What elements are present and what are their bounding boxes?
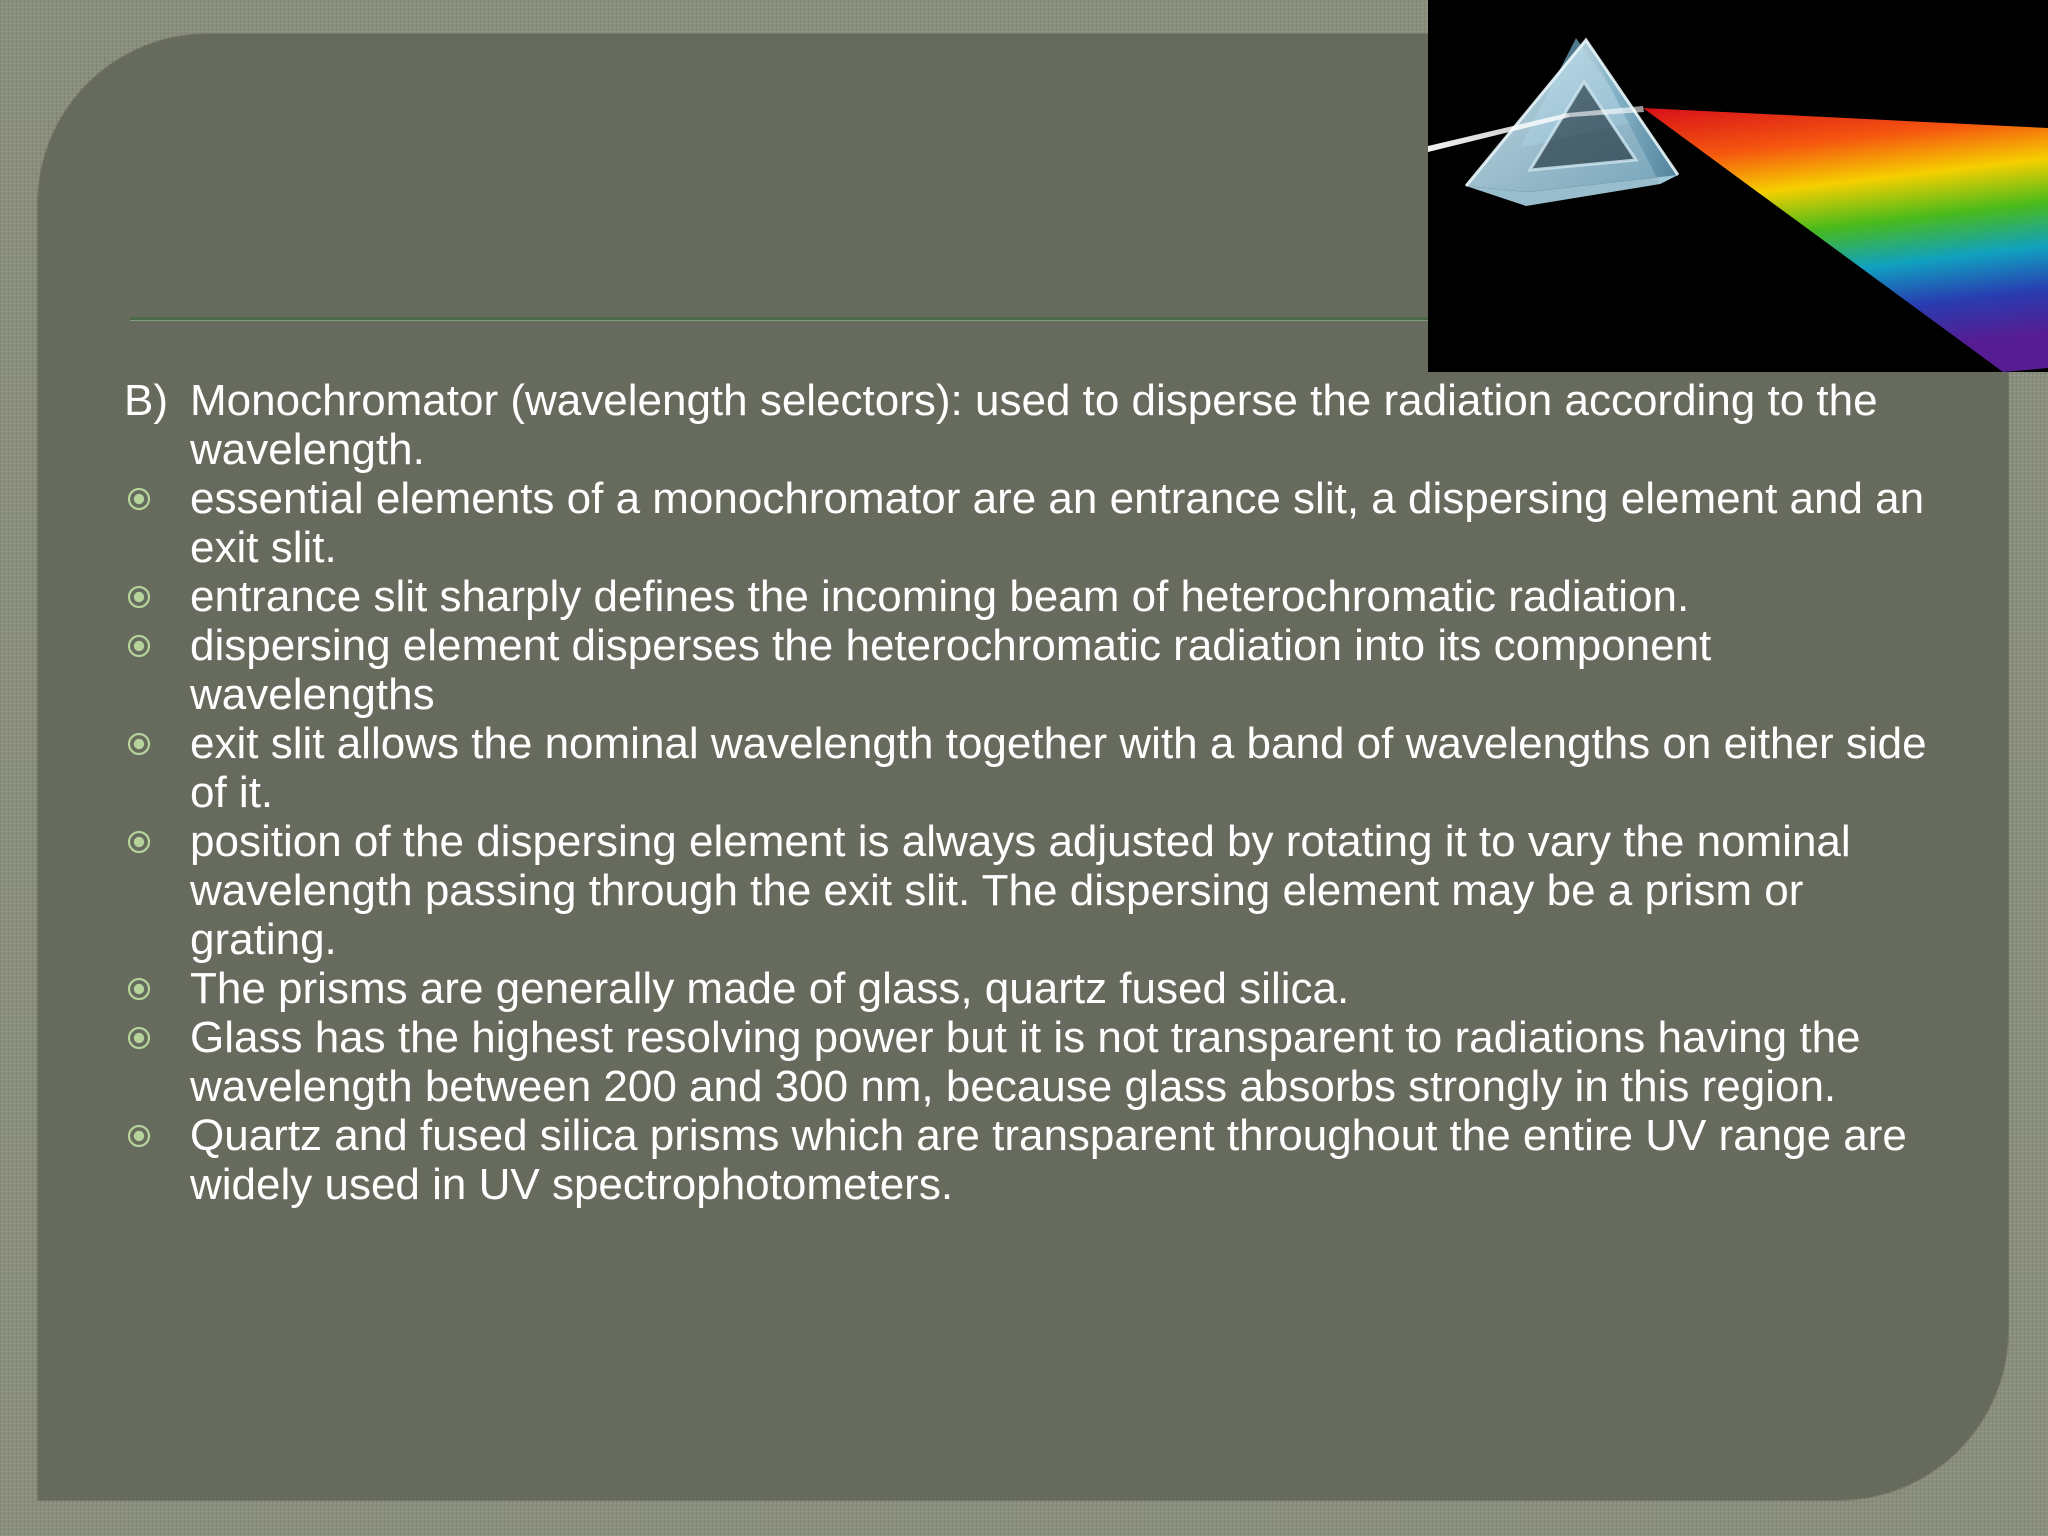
title-divider	[130, 317, 1460, 321]
intro-lead: B)	[124, 376, 168, 425]
bullet-item	[124, 1013, 1954, 1111]
bullet-item	[124, 719, 1954, 817]
bullet-item	[124, 817, 1954, 964]
bullet-text: entrance slit sharply defines the incoming beam of heterochromatic radiation.	[190, 572, 1690, 621]
bullet-text: The prisms are generally made of glass, quartz fused silica.	[190, 964, 1350, 1013]
bullet-item	[124, 964, 1954, 1013]
bullet-text: Glass has the highest resolving power but it is not transparent to radiations having the wavelength between 200 and 300 nm, because glass absorbs strongly in this region.	[190, 1013, 1861, 1111]
bullet-item	[124, 474, 1954, 572]
circled-dot-icon	[124, 572, 190, 621]
bullet-item	[124, 621, 1954, 719]
circled-dot-icon	[124, 621, 190, 670]
bullet-text: Quartz and fused silica prisms which are transparent throughout the entire UV range are widely used in UV spectrophotometers.	[190, 1111, 1907, 1209]
circled-dot-icon	[124, 1111, 190, 1160]
circled-dot-icon	[124, 1013, 190, 1062]
prism-dispersion-image	[1428, 0, 2048, 372]
circled-dot-icon	[124, 964, 190, 1013]
slide-body	[124, 376, 1954, 1209]
circled-dot-icon	[124, 474, 190, 523]
bullet-text: essential elements of a monochromator are an entrance slit, a dispersing element and an exit slit.	[190, 474, 1925, 572]
circled-dot-icon	[124, 817, 190, 866]
bullet-item	[124, 1111, 1954, 1209]
bullet-text: exit slit allows the nominal wavelength together with a band of wavelengths on either side of it.	[190, 719, 1927, 817]
circled-dot-icon	[124, 719, 190, 768]
bullet-text: dispersing element disperses the heterochromatic radiation into its component wavelengths	[190, 621, 1712, 719]
intro-paragraph	[124, 376, 1954, 474]
bullet-text: position of the dispersing element is always adjusted by rotating it to vary the nominal wavelength passing through the exit slit. The dispersing element may be a prism or grating.	[190, 817, 1851, 964]
bullet-item	[124, 572, 1954, 621]
intro-text: Monochromator (wavelength selectors): used to disperse the radiation according to the wavelength.	[190, 376, 1878, 474]
